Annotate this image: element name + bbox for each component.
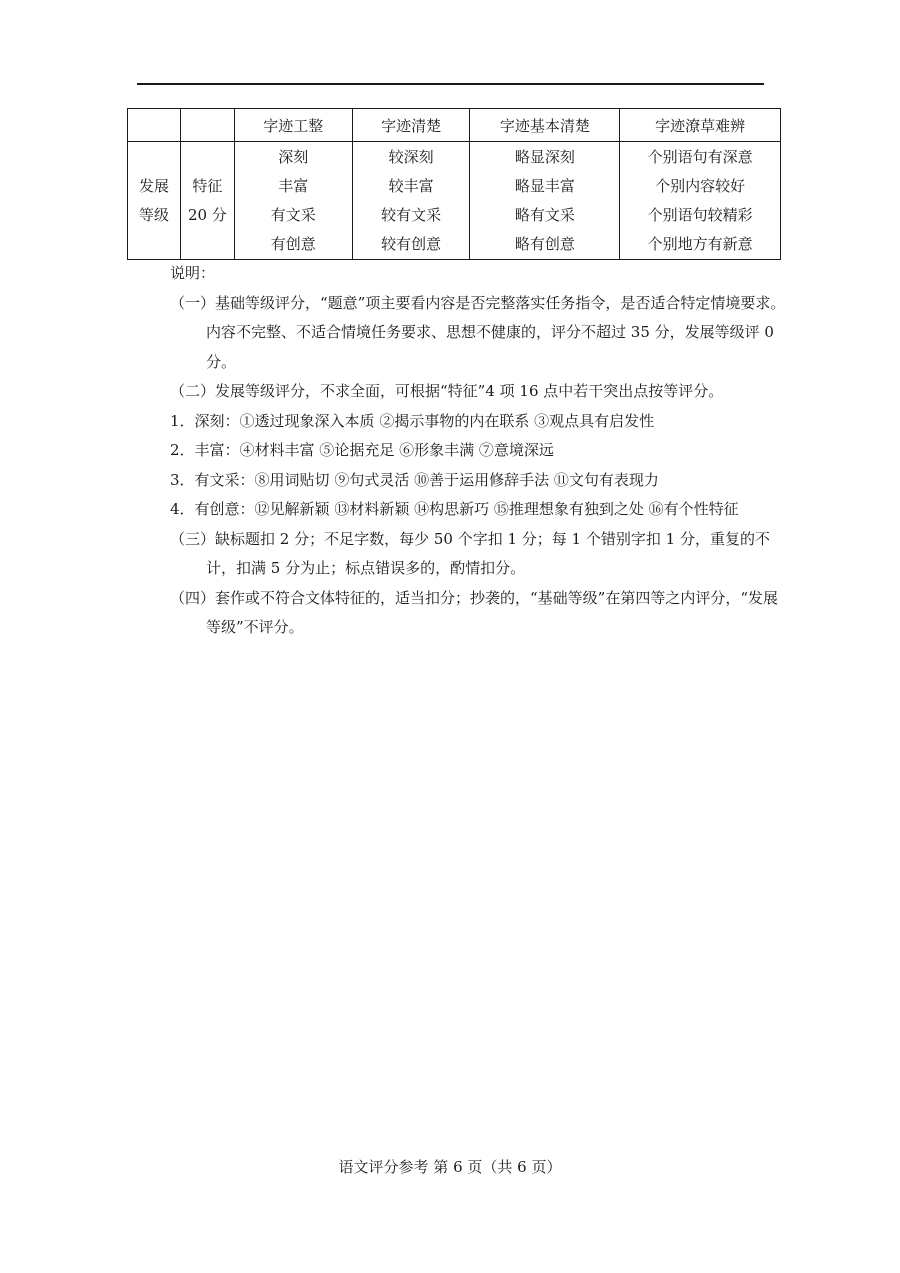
grade-item: 较深刻 (388, 147, 434, 166)
grade-item: 丰富 (278, 176, 309, 195)
grade-item: 略有文采 (514, 205, 575, 224)
grade-item: 个别内容较好 (655, 176, 746, 195)
row-label-cell (128, 142, 181, 260)
grade-item: 个别语句有深意 (647, 147, 753, 166)
grade-item: 有创意 (270, 234, 316, 253)
grade-item: 较有创意 (381, 234, 442, 253)
row-label-line: 等级 (138, 205, 169, 224)
row-sublabel-cell (180, 142, 234, 260)
page-footer: 语文评分参考 第 6 页（共 6 页） (338, 1158, 562, 1176)
grade-item: 深刻 (278, 147, 309, 166)
header-cell: 字迹清楚 (352, 109, 470, 142)
notes-title: 说明： (170, 264, 216, 282)
grade-item: 略显深刻 (514, 147, 575, 166)
grade-cell (352, 142, 470, 260)
grade-cell (620, 142, 781, 260)
note-paragraph-4: （四）套作或不符合文体特征的，适当扣分；抄袭的，“基础等级”在第四等之内评分，“发展等级”不评分。 (170, 588, 779, 636)
grade-item: 个别语句较精彩 (647, 205, 753, 224)
scoring-table (127, 108, 781, 260)
row-label-line: 发展 (138, 176, 169, 195)
grade-item: 较丰富 (388, 176, 434, 195)
note-paragraph-2: （二）发展等级评分，不求全面，可根据“特征”4 项 16 点中若干突出点按等评分。 (170, 382, 724, 400)
note-subitem-2: 2．丰富：④材料丰富 ⑤论据充足 ⑥形象丰满 ⑦意境深远 (170, 441, 554, 459)
note-subitem-1: 1．深刻：①透过现象深入本质 ②揭示事物的内在联系 ③观点具有启发性 (170, 411, 655, 430)
grade-item: 略显丰富 (514, 176, 575, 195)
note-subitem-3: 3．有文采：⑧用词贴切 ⑨句式灵活 ⑩善于运用修辞手法 ⑪文句有表现力 (170, 470, 659, 489)
grade-cell (470, 142, 620, 260)
note-paragraph-1: （一）基础等级评分，“题意”项主要看内容是否完整落实任务指令，是否适合特定情境要求。内容不完整、不适合情境任务要求、思想不健康的，评分不超过 35 分，发展等级评 0 分。 (170, 293, 786, 371)
note-subitem-4: 4．有创意：⑫见解新颖 ⑬材料新颖 ⑭构思新巧 ⑮推理想象有独到之处 ⑯有个性特征 (170, 500, 739, 518)
grade-cell (234, 142, 352, 260)
grade-item: 略有创意 (514, 234, 575, 253)
row-sublabel-line: 特征 (192, 176, 223, 195)
header-cell: 字迹工整 (234, 109, 352, 142)
top-rule (137, 83, 764, 85)
header-cell (180, 109, 234, 142)
header-cell: 字迹基本清楚 (470, 109, 620, 142)
grade-item: 较有文采 (381, 205, 442, 224)
header-cell (128, 109, 181, 142)
notes-section (170, 259, 790, 643)
table-header-row (128, 109, 781, 142)
grade-item: 个别地方有新意 (647, 234, 753, 253)
note-paragraph-3: （三）缺标题扣 2 分；不足字数，每少 50 个字扣 1 分；每 1 个错别字扣 1 分，重复的不计，扣满 5 分为止；标点错误多的，酌情扣分。 (170, 529, 770, 577)
header-cell: 字迹潦草难辨 (620, 109, 781, 142)
row-sublabel-line: 20 分 (187, 205, 227, 224)
table-row (128, 142, 781, 260)
grade-item: 有文采 (270, 205, 316, 224)
